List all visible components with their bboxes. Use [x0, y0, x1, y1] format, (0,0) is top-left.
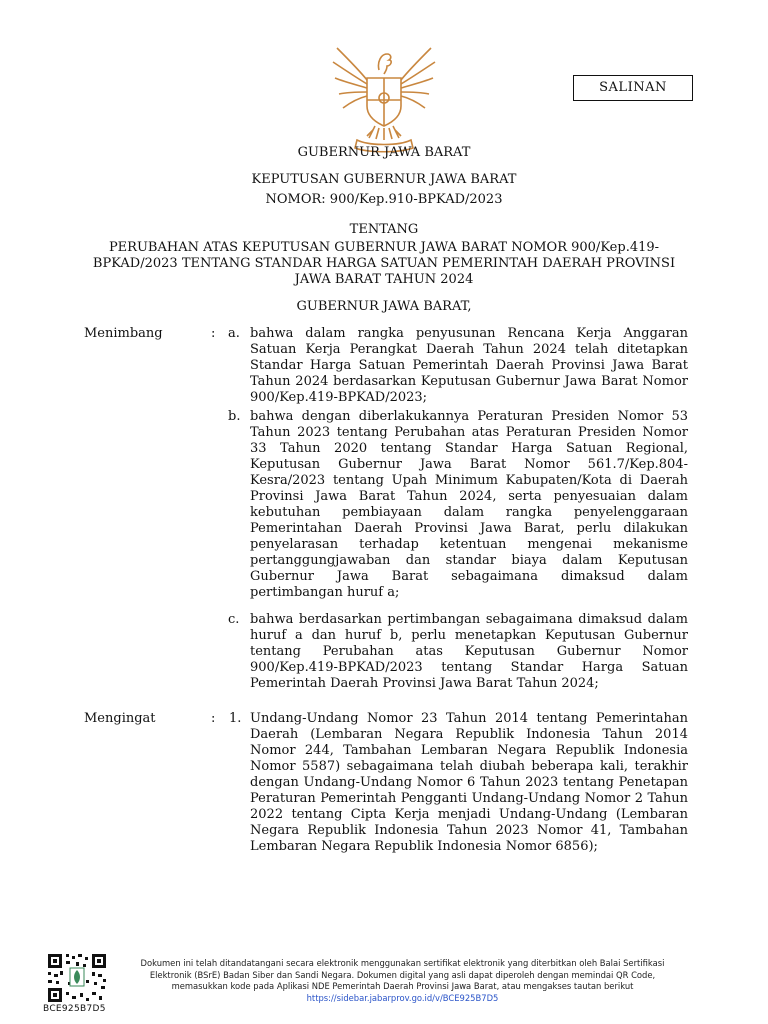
- mengingat-marker-1: 1.: [229, 711, 242, 726]
- footer-line-1: Dokumen ini telah ditandatangani secara elektronik menggunakan sertifikat elektronik yang diterbitkan oleh Balai Sertifikasi: [140, 958, 665, 968]
- qr-code-icon: [46, 952, 108, 1004]
- menimbang-item-a: bahwa dalam rangka penyusunan Rencana Kerja Anggaran Satuan Kerja Perangkat Daerah Tahun 2024 telah ditetapkan Standar Harga Satuan Pemerintah Daerah Provinsi Jawa Barat Tahun 2024 berdasarkan Keputusan Gubernur Jawa Barat Nomor 900/Kep.419-BPKAD/2023;: [250, 326, 688, 405]
- mengingat-label: Mengingat: [84, 711, 156, 726]
- garuda-emblem-icon: [329, 40, 439, 155]
- menimbang-item-b: bahwa dengan diberlakukannya Peraturan Presiden Nomor 53 Tahun 2023 tentang Perubahan atas Peraturan Presiden Nomor 33 Tahun 2020 tentang Standar Harga Satuan Regional, Keputusan Gubernur Jawa Barat Nomor 561.7/Kep.804-Kesra/2023 tentang Upah Minimum Kabupaten/Kota di Daerah Provinsi Jawa Barat Tahun 2024, serta penyesuaian dalam kebutuhan pembiayaan dalam rangka penyelenggaraan Pemerintahan Daerah Provinsi Jawa Barat, perlu dilakukan penyelarasan terhadap ketentuan mengenai mekanisme pertanggungjawaban dan standar biaya dalam Keputusan Gubernur Jawa Barat sebagaimana dimaksud dalam pertimbangan huruf a;: [250, 409, 688, 600]
- decree-subject: PERUBAHAN ATAS KEPUTUSAN GUBERNUR JAWA BARAT NOMOR 900/Kep.419-BPKAD/2023 TENTANG STANDAR HARGA SATUAN PEMERINTAH DAERAH PROVINSI JAWA BARAT TAHUN 2024: [92, 240, 676, 287]
- menimbang-label: Menimbang: [84, 326, 163, 341]
- signer-intro: GUBERNUR JAWA BARAT,: [296, 299, 472, 314]
- signature-footer: [135, 958, 670, 1004]
- mengingat-colon: :: [211, 711, 216, 726]
- menimbang-item-c: bahwa berdasarkan pertimbangan sebagaimana dimaksud dalam huruf a dan huruf b, perlu menetapkan Keputusan Gubernur tentang Perubahan atas Keputusan Gubernur Nomor 900/Kep.419-BPKAD/2023 tentang Standar Harga Satuan Pemerintah Daerah Provinsi Jawa Barat Tahun 2024;: [250, 612, 688, 691]
- menimbang-marker-c: c.: [228, 612, 240, 627]
- footer-line-3: memasukkan kode pada Aplikasi NDE Pemerintah Daerah Provinsi Jawa Barat, atau mengakses tautan berikut: [171, 981, 634, 991]
- decree-title: KEPUTUSAN GUBERNUR JAWA BARAT: [251, 172, 517, 187]
- mengingat-item-1: Undang-Undang Nomor 23 Tahun 2014 tentang Pemerintahan Daerah (Lembaran Negara Republik Indonesia Tahun 2014 Nomor 244, Tambahan Lembaran Negara Republik Indonesia Nomor 5587) sebagaimana telah diubah beberapa kali, terakhir dengan Undang-Undang Nomor 6 Tahun 2023 tentang Penetapan Peraturan Pemerintah Pengganti Undang-Undang Nomor 2 Tahun 2022 tentang Cipta Kerja menjadi Undang-Undang (Lembaran Negara Republik Indonesia Tahun 2023 Nomor 41, Tambahan Lembaran Negara Republik Indonesia Nomor 6856);: [250, 711, 688, 854]
- qr-code-label: BCE925B7D5: [43, 1004, 106, 1014]
- salinan-stamp: SALINAN: [573, 75, 693, 101]
- menimbang-marker-a: a.: [228, 326, 240, 341]
- issuer-heading: GUBERNUR JAWA BARAT: [297, 145, 471, 160]
- about-heading: TENTANG: [349, 222, 419, 237]
- menimbang-marker-b: b.: [228, 409, 241, 424]
- menimbang-colon: :: [211, 326, 216, 341]
- decree-number: NOMOR: 900/Kep.910-BPKAD/2023: [265, 192, 503, 207]
- footer-line-2: Elektronik (BSrE) Badan Siber dan Sandi Negara. Dokumen digital yang asli dapat diperoleh dengan memindai QR Code,: [149, 969, 656, 980]
- verification-link[interactable]: https://sidebar.jabarprov.go.id/v/BCE925B7D5: [306, 992, 499, 1003]
